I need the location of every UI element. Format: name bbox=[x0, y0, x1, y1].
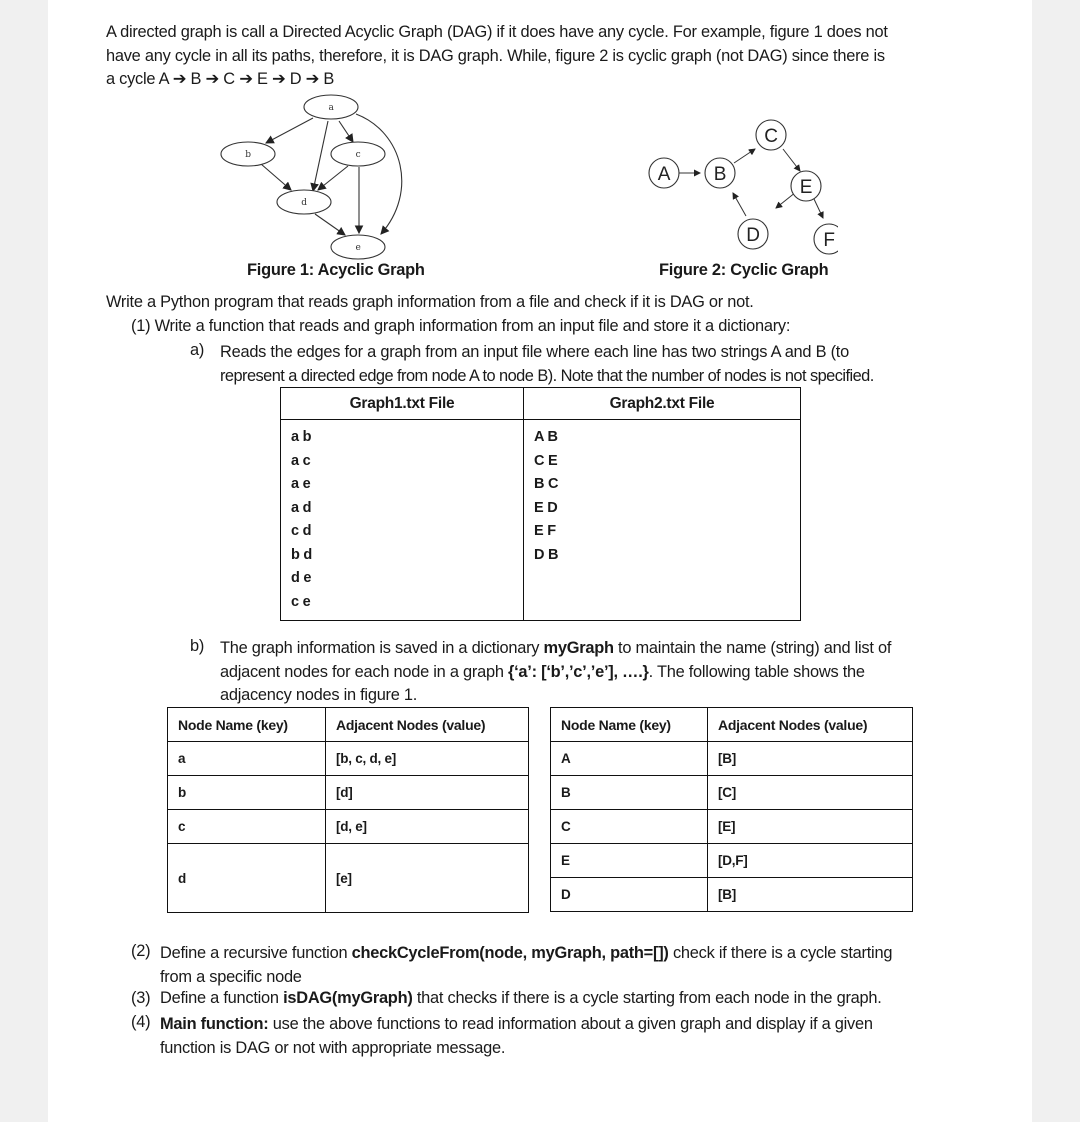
svg-text:e: e bbox=[355, 243, 361, 253]
adj2-header-key: Node Name (key) bbox=[551, 708, 708, 742]
table-row: C [E] bbox=[551, 810, 913, 844]
adj2-header-value: Adjacent Nodes (value) bbox=[708, 708, 913, 742]
task-item-1a-line-2: represent a directed edge from node A to node B). Note that the number of nodes is not specified. bbox=[220, 366, 874, 385]
graph1-file-contents: a b a c a e a d c d b d d e c e bbox=[281, 420, 524, 621]
svg-text:D: D bbox=[746, 225, 760, 246]
svg-text:C: C bbox=[764, 126, 778, 147]
task-item-1b-marker: b) bbox=[190, 637, 205, 655]
svg-text:E: E bbox=[799, 177, 813, 198]
intro-line-1: A directed graph is call a Directed Acyclic Graph (DAG) if it does have any cycle. For example, figure 1 does not bbox=[106, 23, 888, 41]
graph2-file-contents: A B C E B C E D E F D B bbox=[524, 420, 801, 621]
adj1-header-key: Node Name (key) bbox=[168, 708, 326, 742]
intro-line-2: have any cycle in all its paths, therefore, it is DAG graph. While, figure 2 is cyclic graph (not DAG) since there is bbox=[106, 46, 885, 65]
figure-1-caption: Figure 1: Acyclic Graph bbox=[247, 261, 425, 279]
table-row: b [d] bbox=[168, 776, 529, 810]
figure-2-caption: Figure 2: Cyclic Graph bbox=[659, 261, 829, 279]
graph2-file-header: Graph2.txt File bbox=[524, 388, 801, 420]
task-item-1b: The graph information is saved in a dictionary myGraph to maintain the name (string) and list of adjacent nodes for each node in a graph {‘a’: [‘b’,’c’,’e’], ….}. The following table shows the adjacency nodes in figure 1. bbox=[220, 639, 892, 704]
svg-text:b: b bbox=[245, 150, 251, 160]
graph-files-table bbox=[280, 387, 801, 621]
figure-1-acyclic-graph bbox=[203, 92, 443, 260]
table-row: a [b, c, d, e] bbox=[168, 742, 529, 776]
graph1-file-header: Graph1.txt File bbox=[281, 388, 524, 420]
task-item-1a-line-1: Reads the edges for a graph from an input file where each line has two strings A and B (to bbox=[220, 343, 849, 361]
svg-text:d: d bbox=[301, 198, 307, 208]
task-intro: Write a Python program that reads graph information from a file and check if it is DAG or not. bbox=[106, 293, 754, 311]
svg-text:B: B bbox=[713, 164, 727, 185]
adjacency-table-figure-1 bbox=[167, 707, 529, 913]
svg-text:c: c bbox=[355, 150, 361, 160]
table-row: B [C] bbox=[551, 776, 913, 810]
svg-text:F: F bbox=[823, 230, 835, 251]
task-item-3: Define a function isDAG(myGraph) that checks if there is a cycle starting from each node in the graph. bbox=[160, 989, 882, 1007]
task-item-2: Define a recursive function checkCycleFrom(node, myGraph, path=[]) check if there is a cycle starting from a specific node bbox=[160, 944, 893, 986]
table-row: c [d, e] bbox=[168, 810, 529, 844]
task-item-4: Main function: use the above functions to read information about a given graph and display if a given function is DAG or not with appropriate message. bbox=[160, 1015, 873, 1057]
task-item-2-marker: (2) bbox=[131, 942, 151, 960]
table-row: A [B] bbox=[551, 742, 913, 776]
intro-paragraph bbox=[106, 21, 974, 92]
svg-text:A: A bbox=[657, 164, 671, 185]
intro-line-3: a cycle A ➔ B ➔ C ➔ E ➔ D ➔ B bbox=[106, 70, 335, 88]
table-row: d [e] bbox=[168, 844, 529, 913]
svg-text:a: a bbox=[328, 103, 334, 113]
task-item-1a bbox=[220, 341, 974, 388]
task-item-4-marker: (4) bbox=[131, 1013, 151, 1031]
task-item-3-marker: (3) bbox=[131, 989, 151, 1007]
task-item-1a-marker: a) bbox=[190, 341, 205, 359]
document-page bbox=[48, 0, 1032, 1122]
task-item-1: (1) Write a function that reads and graph information from an input file and store it a dictionary: bbox=[131, 317, 791, 335]
adjacency-table-figure-2 bbox=[550, 707, 913, 912]
adj1-header-value: Adjacent Nodes (value) bbox=[326, 708, 529, 742]
figure-2-cyclic-graph bbox=[588, 112, 838, 258]
table-row: D [B] bbox=[551, 878, 913, 912]
table-row: E [D,F] bbox=[551, 844, 913, 878]
